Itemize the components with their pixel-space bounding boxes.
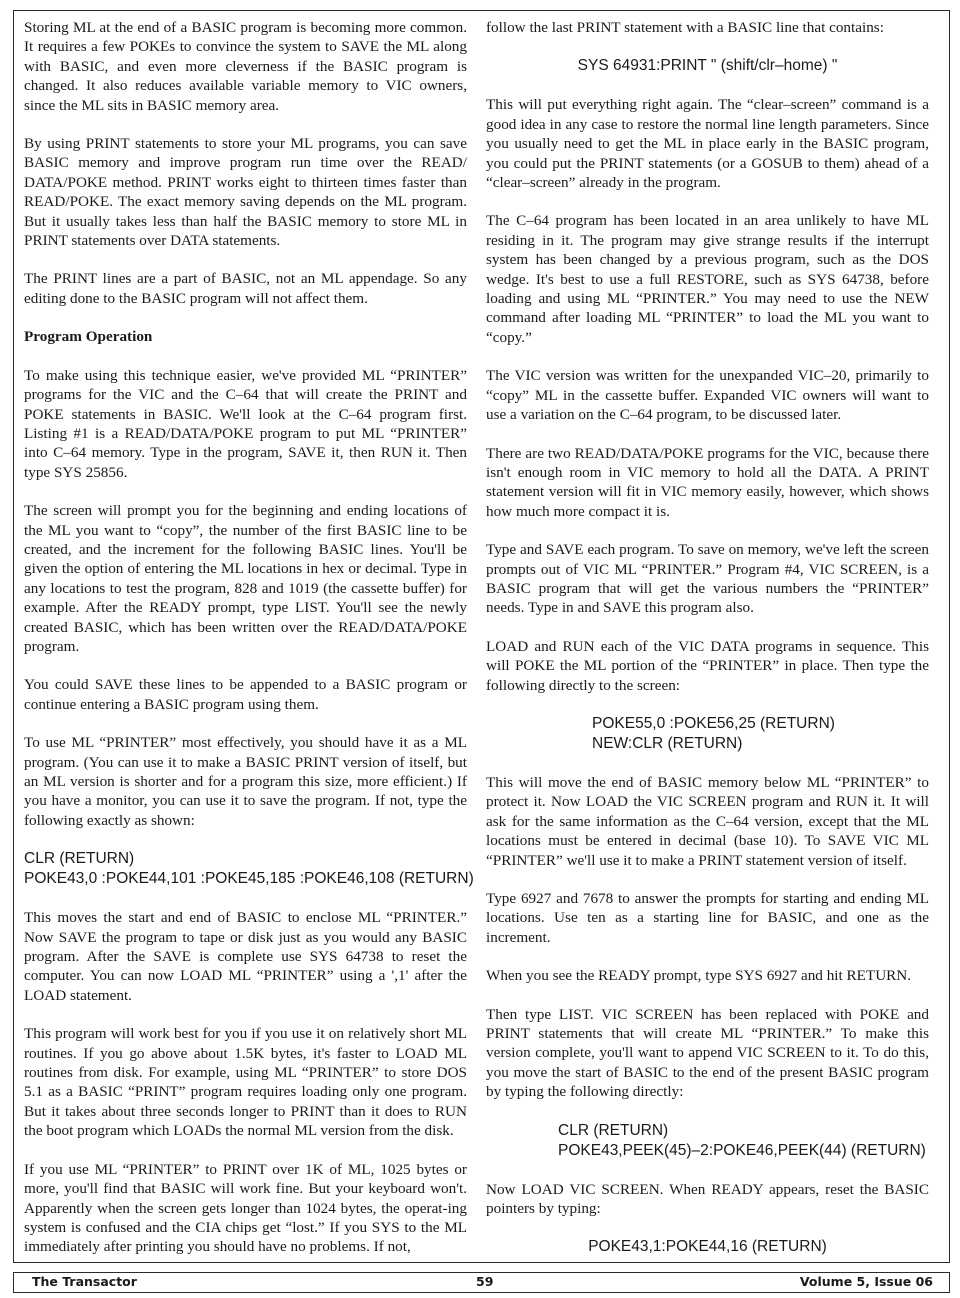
paragraph: By using PRINT statements to store your ML programs, you can save BASIC memory and improve program run time over the READ/ DATA/POKE method. PRINT works eight to thirteen times faster than READ/POKE. The exact memory saving depends on the ML program. But it usually takes less than half the BASIC memory to store ML in PRINT statements over DATA statements.	[24, 135, 467, 250]
paragraph: The C–64 program has been located in an area unlikely to have ML residing in it. The program may give strange results if the interrupt system has been changed by a previous program, such as the DOS wedge. It's best to use a full RESTORE, such as SYS 64738, before loading and using ML “PRINTER.” You may need to use the NEW command after loading ML “PRINTER” to load the ML you want to “copy.”	[486, 212, 929, 346]
code-block	[486, 1237, 929, 1257]
paragraph: When you see the READY prompt, type SYS 6927 and hit RETURN.	[486, 967, 912, 985]
code-line: POKE43,0 :POKE44,101 :POKE45,185 :POKE46,108 (RETURN)	[24, 870, 474, 888]
right-column	[486, 18, 929, 1276]
page-footer	[13, 1272, 950, 1293]
paragraph: This will move the end of BASIC memory below ML “PRINTER” to protect it. Now LOAD the VIC SCREEN program and RUN it. It will ask for the same information as the C–64 version, except that the ML locations must be entered in decimal (base 10). To SAVE VIC ML “PRINTER” we'll use it to make a PRINT statement version of itself.	[486, 773, 929, 869]
paragraph: There are two READ/DATA/POKE programs for the VIC, because there isn't enough room in VIC memory to hold all the DATA. A PRINT statement version will fit in VIC memory easily, however, which shows how much more compact it is.	[486, 444, 929, 520]
paragraph: The PRINT lines are a part of BASIC, not an ML appendage. So any editing done to the BASIC program will not affect them.	[24, 270, 467, 307]
code-block	[24, 849, 474, 889]
paragraph: This will put everything right again. The “clear–screen” command is a good idea in any case to restore the normal line length parameters. Since you usually need to get the ML in place early in the BASIC program, you could put the PRINT statements (or a GOSUB to them) ahead of a “clear–screen” already in the program.	[486, 96, 929, 192]
code-line: CLR (RETURN)	[558, 1121, 669, 1139]
code-line: POKE55,0 :POKE56,25 (RETURN)	[592, 714, 835, 732]
code-block	[486, 1121, 929, 1161]
paragraph: The screen will prompt you for the beginning and ending locations of the ML you want to “copy”, the number of the first BASIC line to be created, and the increment for the following BASIC lines. You'll be given the option of entering the ML locations in hex or decimal. Type in any locations to test the program, 828 and 1019 (the cassette buffer) for example. After the READY prompt, type LIST. You'll see the newly created BASIC, which has been written over the READ/DATA/POKE program.	[24, 502, 467, 655]
paragraph: Then type LIST. VIC SCREEN has been replaced with POKE and PRINT statements that will create ML “PRINTER.” To make this version complete, you'll want to append VIC SCREEN to it. To do this, you move the start of BASIC to the end of the present BASIC program by typing the following directly:	[486, 1005, 929, 1101]
paragraph: To make using this technique easier, we've provided ML “PRINTER” programs for the VIC and the C–64 that will create the PRINT and POKE statements in BASIC. We'll look at the C–64 program first. Listing #1 is a READ/DATA/POKE program to put ML “PRINTER” into C–64 memory. Type in the program, SAVE it, then RUN it. Then type SYS 25856.	[24, 366, 467, 481]
code-line: POKE43,1:POKE44,16 (RETURN)	[588, 1238, 827, 1256]
page-number: 59	[476, 1274, 494, 1289]
left-column	[24, 18, 474, 1276]
section-heading: Program Operation	[24, 328, 153, 346]
code-block	[486, 714, 929, 754]
paragraph: You could SAVE these lines to be appended to a BASIC program or continue entering a BASIC program using them.	[24, 676, 467, 713]
paragraph: Type and SAVE each program. To save on memory, we've left the screen prompts out of VIC ML “PRINTER.” Program #4, VIC SCREEN, is a BASIC program that will get the various numbers the “PRINTER” needs. Type in and SAVE this program also.	[486, 541, 929, 617]
paragraph: Now LOAD VIC SCREEN. When READY appears, reset the BASIC pointers by typing:	[486, 1180, 929, 1218]
paragraph: If you use ML “PRINTER” to PRINT over 1K of ML, 1025 bytes or more, you'll find that BASIC will work fine. But your keyboard won't. Apparently when the screen gets longer than 1024 bytes, the operat-ing system is confused and the CIA chips get “lost.” If you SYS to the ML immediately after printing you should have no problems. If not,	[24, 1160, 467, 1256]
paragraph: This moves the start and end of BASIC to enclose ML “PRINTER.” Now SAVE the program to tape or disk just as you would any BASIC program. After the SAVE is complete use SYS 64738 to reset the computer. You can now LOAD ML “PRINTER” using a ',1' after the LOAD statement.	[24, 909, 467, 1004]
paragraph: This program will work best for you if you use it on relatively short ML routines. If you go above about 1.5K bytes, it's faster to LOAD ML routines from disk. For example, using ML “PRINTER” to store DOS 5.1 as a BASIC “PRINT” program requires loading only one program. But it takes about three seconds longer to PRINT than it does to RUN the boot program which LOADs the normal ML version from the disk.	[24, 1025, 467, 1140]
code-block	[486, 56, 929, 76]
paragraph: follow the last PRINT statement with a BASIC line that contains:	[486, 19, 884, 36]
issue-label: Volume 5, Issue 06	[799, 1274, 933, 1289]
paragraph: To use ML “PRINTER” most effectively, you should have it as a ML program. (You can use it to make a BASIC PRINT version of itself, but an ML version is shorter and for a program this size, more efficient.) If you have a monitor, you can use it to save the program. If not, type the following exactly as shown:	[24, 734, 467, 829]
code-line: NEW:CLR (RETURN)	[592, 734, 743, 752]
publication-name: The Transactor	[32, 1274, 137, 1289]
code-line: POKE43,PEEK(45)–2:POKE46,PEEK(44) (RETURN)	[558, 1141, 926, 1159]
paragraph: The VIC version was written for the unexpanded VIC–20, primarily to “copy” ML in the cassette buffer. Expanded VIC owners will want to use a variation on the C–64 program, to be discussed later.	[486, 367, 929, 424]
paragraph: LOAD and RUN each of the VIC DATA programs in sequence. This will POKE the ML portion of the “PRINTER” in place. Then type the following directly to the screen:	[486, 637, 929, 694]
code-line: SYS 64931:PRINT " (shift/clr–home) "	[577, 57, 838, 75]
code-line: CLR (RETURN)	[24, 850, 135, 868]
paragraph: Storing ML at the end of a BASIC program is becoming more common. It requires a few POKEs to convince the system to SAVE the ML along with BASIC, and even more cleverness if the BASIC program is changed. It also reduces available variable memory to VIC owners, since the ML sits in BASIC memory area.	[24, 19, 467, 114]
paragraph: Type 6927 and 7678 to answer the prompts for starting and ending ML locations. Use ten as a starting line for BASIC, and one as the increment.	[486, 890, 929, 946]
